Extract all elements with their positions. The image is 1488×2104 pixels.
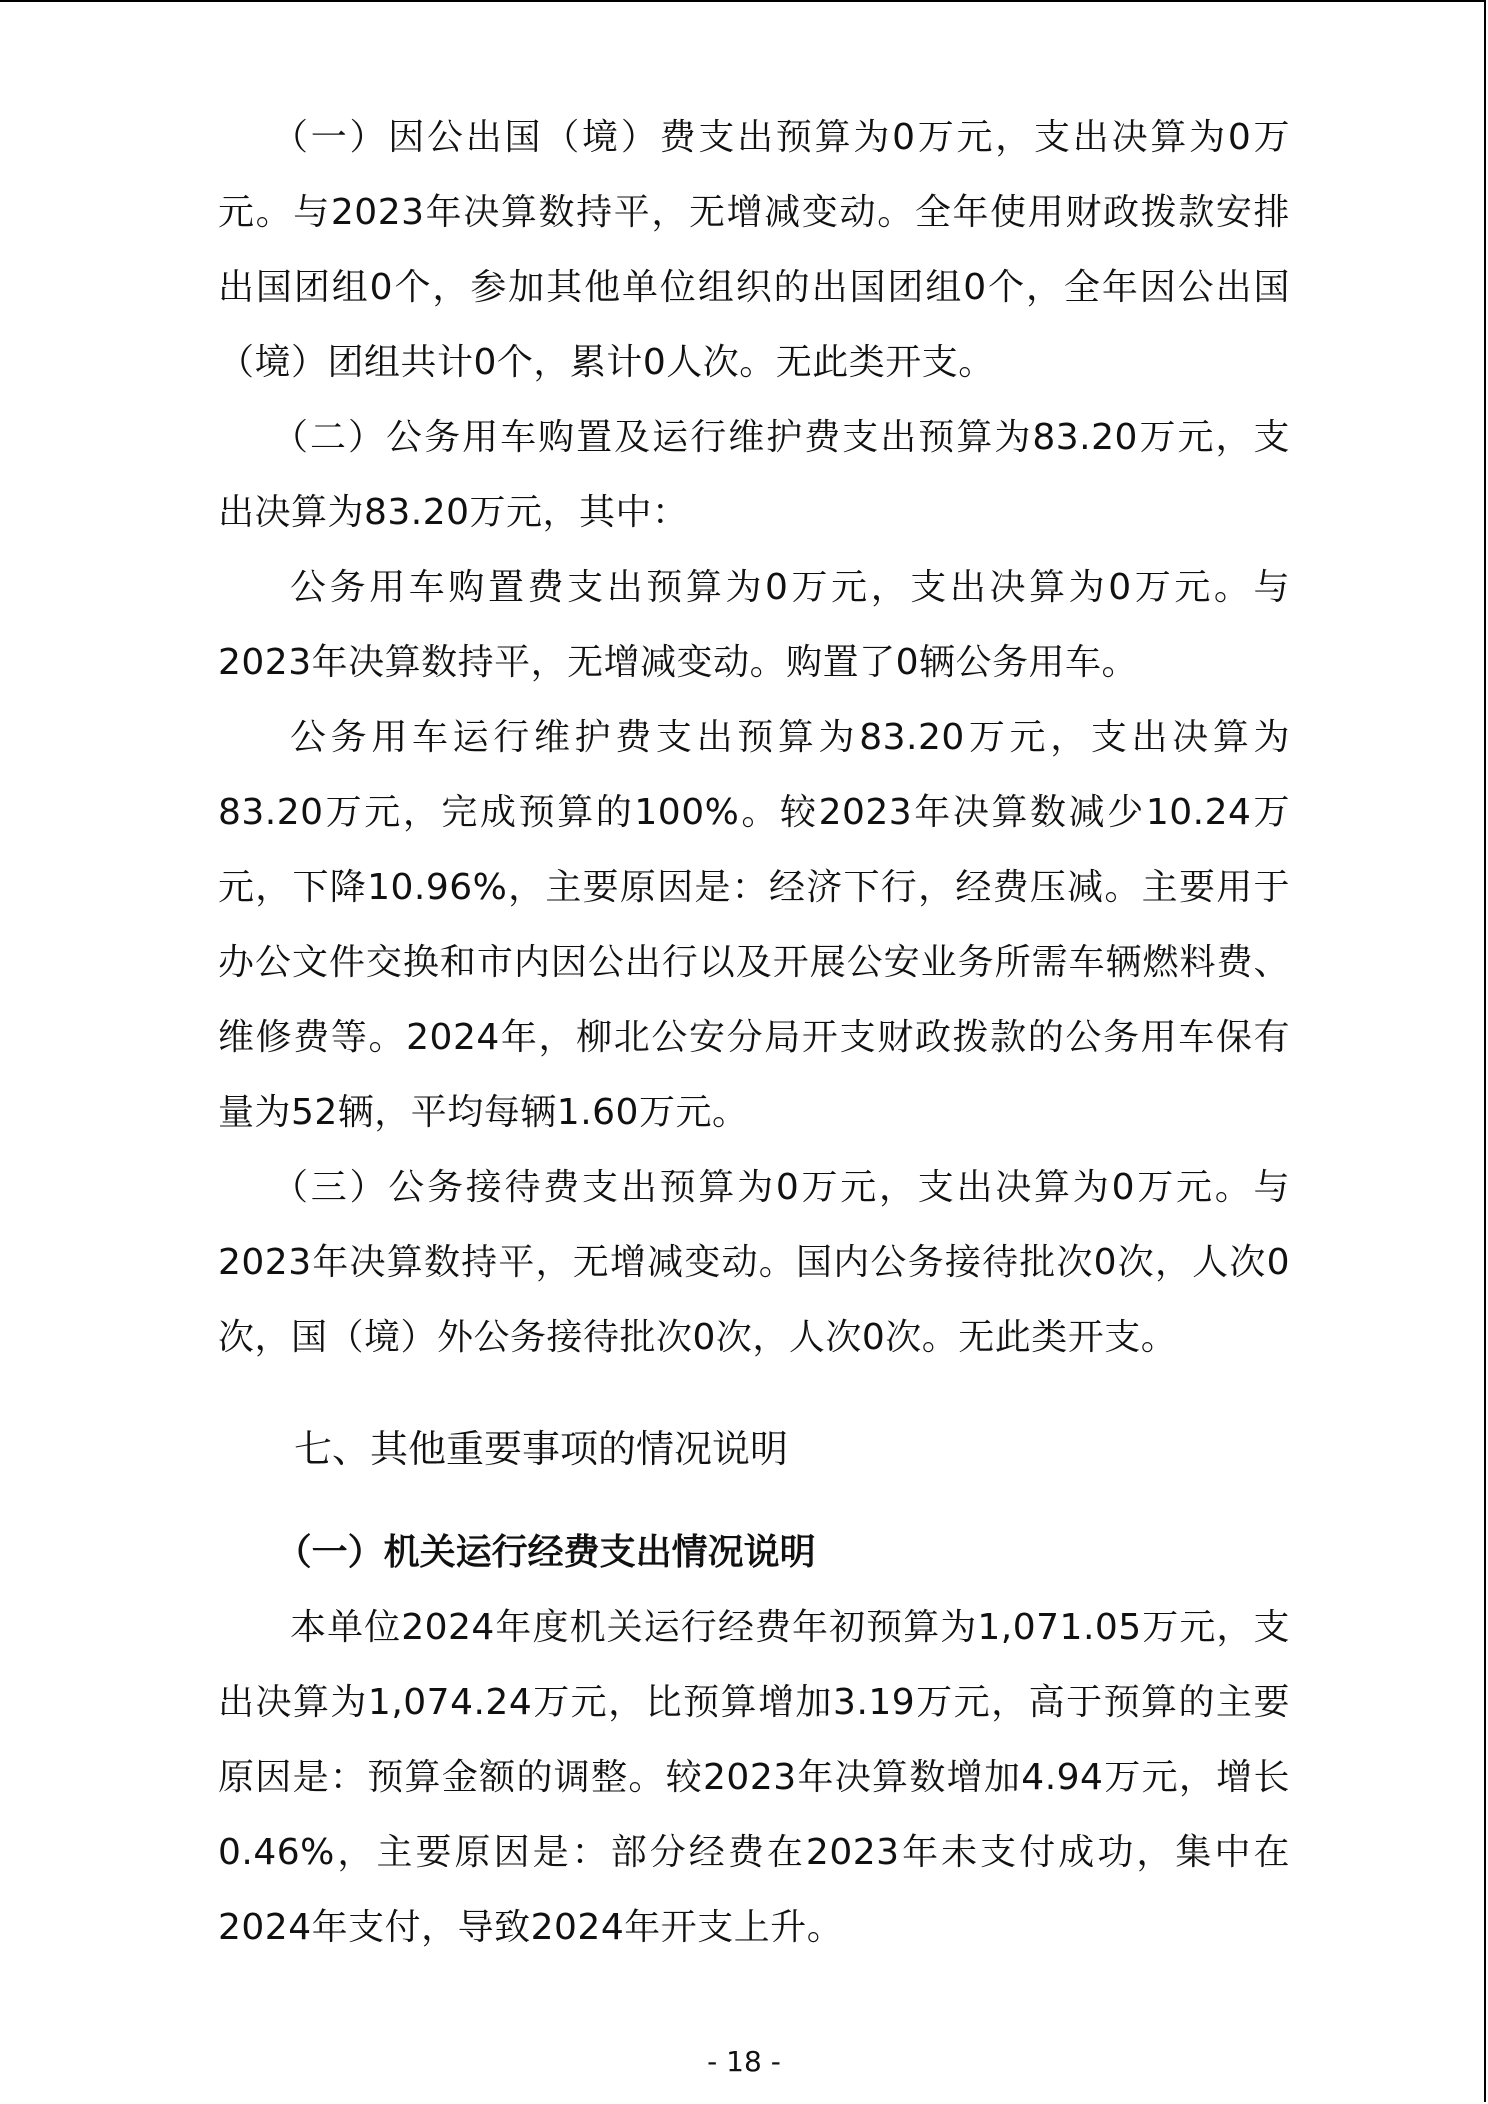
paragraph-official-reception: （三）公务接待费支出预算为0万元，支出决算为0万元。与2023年决算数持平，无增减变动。国内公务接待批次0次，人次0次，国（境）外公务接待批次0次，人次0次。无此类开支。 — [218, 1167, 1290, 1358]
page-number: - 18 - — [707, 2045, 781, 2078]
paragraph-vehicle-purchase: 公务用车购置费支出预算为0万元，支出决算为0万元。与2023年决算数持平，无增减变动。购置了0辆公务用车。 — [218, 567, 1290, 683]
subsection-heading-operating-costs: （一）机关运行经费支出情况说明 — [275, 1532, 816, 1573]
paragraph-vehicle-intro: （二）公务用车购置及运行维护费支出预算为83.20万元，支出决算为83.20万元，其中： — [218, 417, 1290, 533]
paragraph-vehicle-operation: 公务用车运行维护费支出预算为83.20万元，支出决算为83.20万元，完成预算的100%。较2023年决算数减少10.24万元，下降10.96%，主要原因是：经济下行，经费压减。主要用于办公文件交换和市内因公出行以及开展公安业务所需车辆燃料费、维修费等。2024年，柳北公安分局开支财政拨款的公务用车保有量为52辆，平均每辆1.60万元。 — [218, 717, 1290, 1133]
paragraph-operating-costs: 本单位2024年度机关运行经费年初预算为1,071.05万元，支出决算为1,074.24万元，比预算增加3.19万元，高于预算的主要原因是：预算金额的调整。较2023年决算数增加4.94万元，增长0.46%，主要原因是：部分经费在2023年未支付成功，集中在2024年支付，导致2024年开支上升。 — [218, 1607, 1290, 1948]
paragraph-overseas-travel: （一）因公出国（境）费支出预算为0万元，支出决算为0万元。与2023年决算数持平，无增减变动。全年使用财政拨款安排出国团组0个，参加其他单位组织的出国团组0个，全年因公出国（境）团组共计0个，累计0人次。无此类开支。 — [218, 117, 1290, 383]
section-heading-other-matters: 七、其他重要事项的情况说明 — [294, 1427, 789, 1471]
document-body — [218, 100, 1290, 1965]
